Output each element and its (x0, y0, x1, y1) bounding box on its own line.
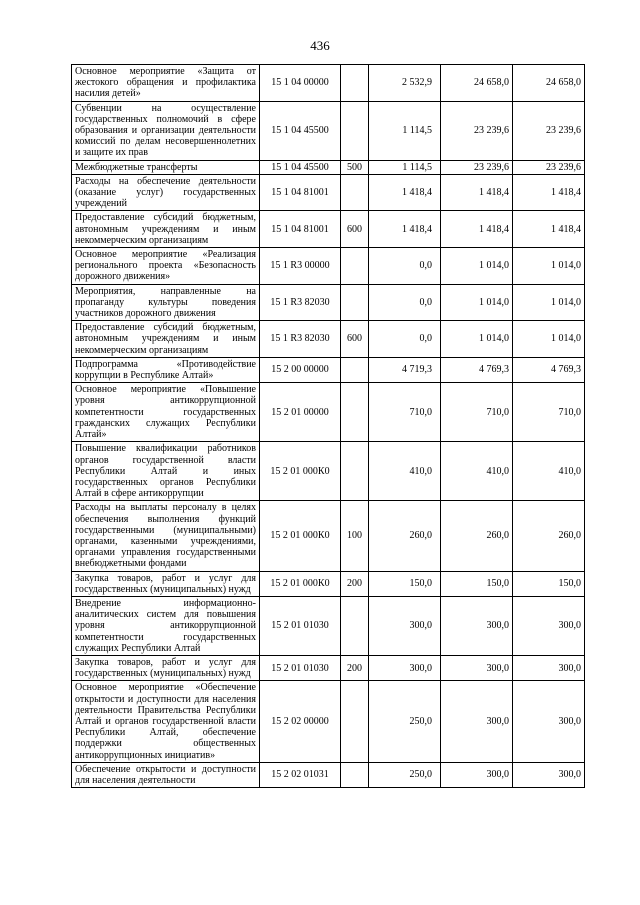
row-name: Закупка товаров, работ и услуг для государственных (муниципальных) нужд (72, 571, 260, 596)
table-row (72, 284, 585, 321)
row-amount-year-2: 23 239,6 (441, 101, 513, 160)
row-amount-year-2: 150,0 (441, 571, 513, 596)
row-target-code: 15 1 R3 82030 (260, 321, 341, 358)
row-amount-year-3: 1 418,4 (513, 174, 585, 211)
row-amount-year-1: 250,0 (369, 681, 441, 762)
row-name: Подпрограмма «Противодействие коррупции в Республике Алтай» (72, 357, 260, 382)
row-expense-type: 200 (341, 571, 369, 596)
row-expense-type (341, 174, 369, 211)
row-amount-year-2: 1 014,0 (441, 248, 513, 285)
row-amount-year-2: 260,0 (441, 501, 513, 571)
row-target-code: 15 1 04 45500 (260, 160, 341, 174)
row-name: Основное мероприятие «Защита от жестокого обращения и профилактика насилия детей» (72, 65, 260, 102)
row-name: Межбюджетные трансферты (72, 160, 260, 174)
row-amount-year-2: 23 239,6 (441, 160, 513, 174)
row-amount-year-1: 2 532,9 (369, 65, 441, 102)
row-name: Основное мероприятие «Повышение уровня антикоррупционной компетентности государственных гражданских служащих Республики Алтай» (72, 383, 260, 442)
row-amount-year-3: 24 658,0 (513, 65, 585, 102)
row-amount-year-1: 0,0 (369, 248, 441, 285)
row-amount-year-2: 1 014,0 (441, 284, 513, 321)
row-amount-year-1: 410,0 (369, 442, 441, 501)
table-row (72, 442, 585, 501)
row-name: Предоставление субсидий бюджетным, автономным учреждениям и иным некоммерческим организациям (72, 321, 260, 358)
row-amount-year-1: 0,0 (369, 284, 441, 321)
row-amount-year-3: 1 014,0 (513, 248, 585, 285)
row-name: Закупка товаров, работ и услуг для государственных (муниципальных) нужд (72, 655, 260, 680)
row-expense-type (341, 248, 369, 285)
row-expense-type: 200 (341, 655, 369, 680)
row-target-code: 15 1 04 00000 (260, 65, 341, 102)
row-amount-year-1: 1 114,5 (369, 160, 441, 174)
row-amount-year-1: 260,0 (369, 501, 441, 571)
row-target-code: 15 1 R3 82030 (260, 284, 341, 321)
row-name: Расходы на обеспечение деятельности (оказание услуг) государственных учреждений (72, 174, 260, 211)
row-amount-year-3: 300,0 (513, 681, 585, 762)
row-amount-year-2: 1 418,4 (441, 211, 513, 248)
row-expense-type (341, 383, 369, 442)
row-target-code: 15 2 02 00000 (260, 681, 341, 762)
row-amount-year-3: 23 239,6 (513, 101, 585, 160)
row-amount-year-3: 150,0 (513, 571, 585, 596)
row-target-code: 15 2 01 01030 (260, 655, 341, 680)
row-amount-year-3: 300,0 (513, 596, 585, 655)
row-amount-year-2: 300,0 (441, 681, 513, 762)
row-amount-year-2: 710,0 (441, 383, 513, 442)
row-expense-type (341, 762, 369, 787)
row-amount-year-3: 300,0 (513, 655, 585, 680)
row-name: Внедрение информационно-аналитических систем для повышения уровня антикоррупционной компетентности государственных служащих Республики Алтай (72, 596, 260, 655)
row-amount-year-1: 0,0 (369, 321, 441, 358)
row-amount-year-3: 1 014,0 (513, 321, 585, 358)
row-expense-type: 600 (341, 321, 369, 358)
row-amount-year-1: 4 719,3 (369, 357, 441, 382)
row-amount-year-1: 1 418,4 (369, 174, 441, 211)
row-target-code: 15 2 01 000К0 (260, 442, 341, 501)
row-name: Основное мероприятие «Обеспечение открытости и доступности для населения деятельности Правительства Республики Алтай и органов государственной власти Республики Алтай, обеспечение поддержки общественных антикоррупционных инициатив» (72, 681, 260, 762)
table-row (72, 65, 585, 102)
row-name: Основное мероприятие «Реализация регионального проекта «Безопасность дорожного движения» (72, 248, 260, 285)
row-target-code: 15 2 01 000К0 (260, 501, 341, 571)
row-amount-year-3: 4 769,3 (513, 357, 585, 382)
row-amount-year-2: 4 769,3 (441, 357, 513, 382)
row-amount-year-3: 23 239,6 (513, 160, 585, 174)
row-target-code: 15 1 R3 00000 (260, 248, 341, 285)
row-amount-year-1: 150,0 (369, 571, 441, 596)
row-amount-year-3: 300,0 (513, 762, 585, 787)
row-amount-year-3: 710,0 (513, 383, 585, 442)
row-amount-year-2: 1 418,4 (441, 174, 513, 211)
row-name: Предоставление субсидий бюджетным, автономным учреждениям и иным некоммерческим организациям (72, 211, 260, 248)
row-amount-year-1: 250,0 (369, 762, 441, 787)
row-name: Мероприятия, направленные на пропаганду культуры поведения участников дорожного движения (72, 284, 260, 321)
row-name: Обеспечение открытости и доступности для населения деятельности (72, 762, 260, 787)
row-expense-type (341, 101, 369, 160)
row-amount-year-3: 1 418,4 (513, 211, 585, 248)
table-row (72, 655, 585, 680)
row-expense-type (341, 357, 369, 382)
table-row (72, 681, 585, 762)
table-row (72, 160, 585, 174)
row-target-code: 15 2 01 000К0 (260, 571, 341, 596)
row-expense-type: 600 (341, 211, 369, 248)
row-amount-year-1: 300,0 (369, 596, 441, 655)
row-name: Субвенции на осуществление государственных полномочий в сфере образования и организации деятельности комиссий по делам несовершеннолетних и защите их прав (72, 101, 260, 160)
row-name: Расходы на выплаты персоналу в целях обеспечения выполнения функций государственными (муниципальными) органами, казенными учреждениями, органами управления государственными внебюджетными фондами (72, 501, 260, 571)
row-amount-year-1: 1 418,4 (369, 211, 441, 248)
table-row (72, 383, 585, 442)
row-amount-year-3: 260,0 (513, 501, 585, 571)
table-row (72, 211, 585, 248)
table-row (72, 321, 585, 358)
row-expense-type: 500 (341, 160, 369, 174)
row-target-code: 15 1 04 45500 (260, 101, 341, 160)
row-target-code: 15 2 00 00000 (260, 357, 341, 382)
row-amount-year-1: 300,0 (369, 655, 441, 680)
row-amount-year-2: 300,0 (441, 655, 513, 680)
row-amount-year-2: 24 658,0 (441, 65, 513, 102)
row-amount-year-1: 710,0 (369, 383, 441, 442)
table-row (72, 248, 585, 285)
row-expense-type (341, 442, 369, 501)
table-row (72, 596, 585, 655)
table-row (72, 762, 585, 787)
row-target-code: 15 2 01 00000 (260, 383, 341, 442)
table-row (72, 101, 585, 160)
row-target-code: 15 2 02 01031 (260, 762, 341, 787)
row-amount-year-1: 1 114,5 (369, 101, 441, 160)
row-amount-year-2: 1 014,0 (441, 321, 513, 358)
row-amount-year-3: 410,0 (513, 442, 585, 501)
table-row (72, 571, 585, 596)
table-row (72, 501, 585, 571)
row-target-code: 15 1 04 81001 (260, 211, 341, 248)
row-expense-type (341, 681, 369, 762)
row-amount-year-2: 300,0 (441, 762, 513, 787)
table-row (72, 357, 585, 382)
row-target-code: 15 1 04 81001 (260, 174, 341, 211)
row-expense-type: 100 (341, 501, 369, 571)
row-target-code: 15 2 01 01030 (260, 596, 341, 655)
row-expense-type (341, 65, 369, 102)
row-amount-year-3: 1 014,0 (513, 284, 585, 321)
row-expense-type (341, 596, 369, 655)
table-row (72, 174, 585, 211)
budget-table (71, 64, 585, 788)
row-amount-year-2: 300,0 (441, 596, 513, 655)
row-amount-year-2: 410,0 (441, 442, 513, 501)
budget-table-body (72, 65, 585, 788)
row-name: Повышение квалификации работников органов государственной власти Республики Алтай и иных государственных органов Республики Алтай в сфере антикоррупции (72, 442, 260, 501)
page-number: 436 (310, 38, 330, 53)
row-expense-type (341, 284, 369, 321)
